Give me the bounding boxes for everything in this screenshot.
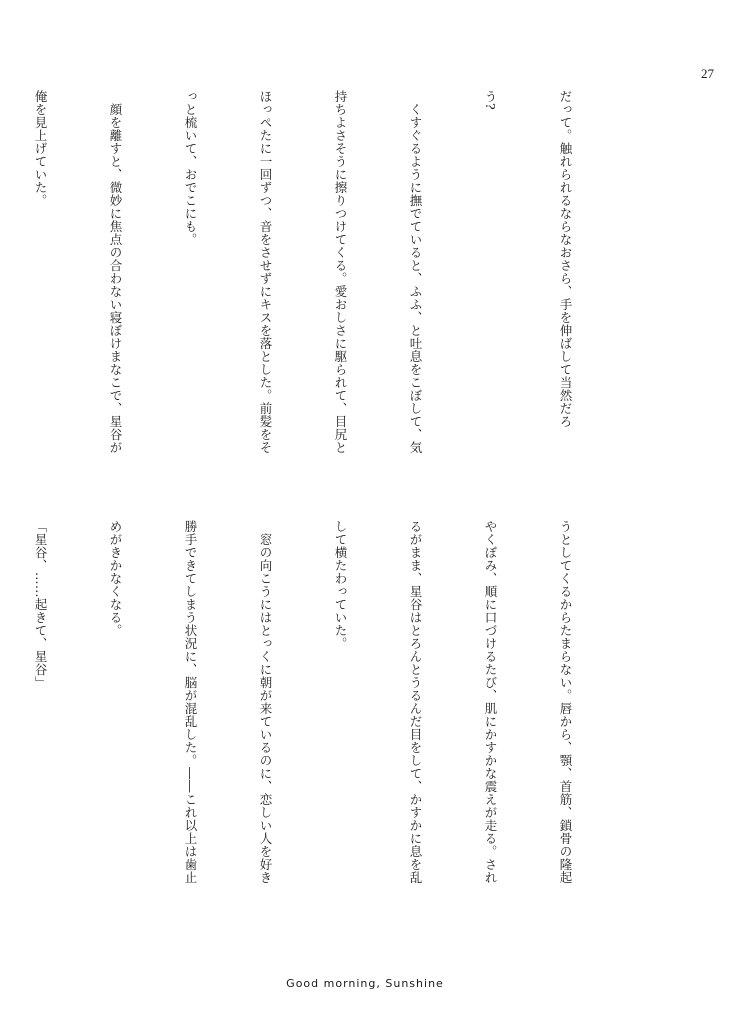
- text-line: ほっぺたに一回ずつ、音をさせずにキスを落とした。前髪をそ: [258, 90, 273, 454]
- page-number: 27: [701, 66, 714, 81]
- text-column-top: [33, 90, 628, 490]
- text-column-bottom: [33, 520, 628, 920]
- text-line: やくぼみ、順に口づけるたび、肌にかすかな震えが走る。され: [483, 520, 498, 884]
- text-line: して横たわっていた。: [333, 520, 348, 650]
- text-line: くすぐるように撫でていると、ふふ、と吐息をこぼして、気: [408, 90, 423, 454]
- text-line: だって。触れられるならなおさら、手を伸ばして当然だろ: [558, 90, 573, 428]
- text-line: うとしてくるからたまらない。唇から、顎、首筋、鎖骨の隆起: [558, 520, 573, 884]
- text-line: 「星谷、……起きて、星谷」: [33, 520, 48, 689]
- text-line: 俺を見上げていた。: [33, 90, 48, 207]
- text-line: う?: [483, 90, 498, 111]
- text-line: 勝手できてしまう状況に、脳が混乱した。――これ以上は歯止: [183, 520, 198, 884]
- text-line: っと梳いて、おでこにも。: [183, 90, 198, 246]
- running-footer: Good morning, Sunshine: [286, 977, 444, 990]
- text-line: 持ちよさそうに擦りつけてくる。愛おしさに駆られて、目尻と: [333, 90, 348, 454]
- text-line: めがきかなくなる。: [108, 520, 123, 637]
- text-line: るがまま、星谷はとろんとうるんだ目をして、かすかに息を乱: [408, 520, 423, 884]
- text-line: 窓の向こうにはとっくに朝が来ているのに、恋しい人を好き: [258, 520, 273, 884]
- text-line: 顔を離すと、微妙に焦点の合わない寝ぼけまなこで、星谷が: [108, 90, 123, 454]
